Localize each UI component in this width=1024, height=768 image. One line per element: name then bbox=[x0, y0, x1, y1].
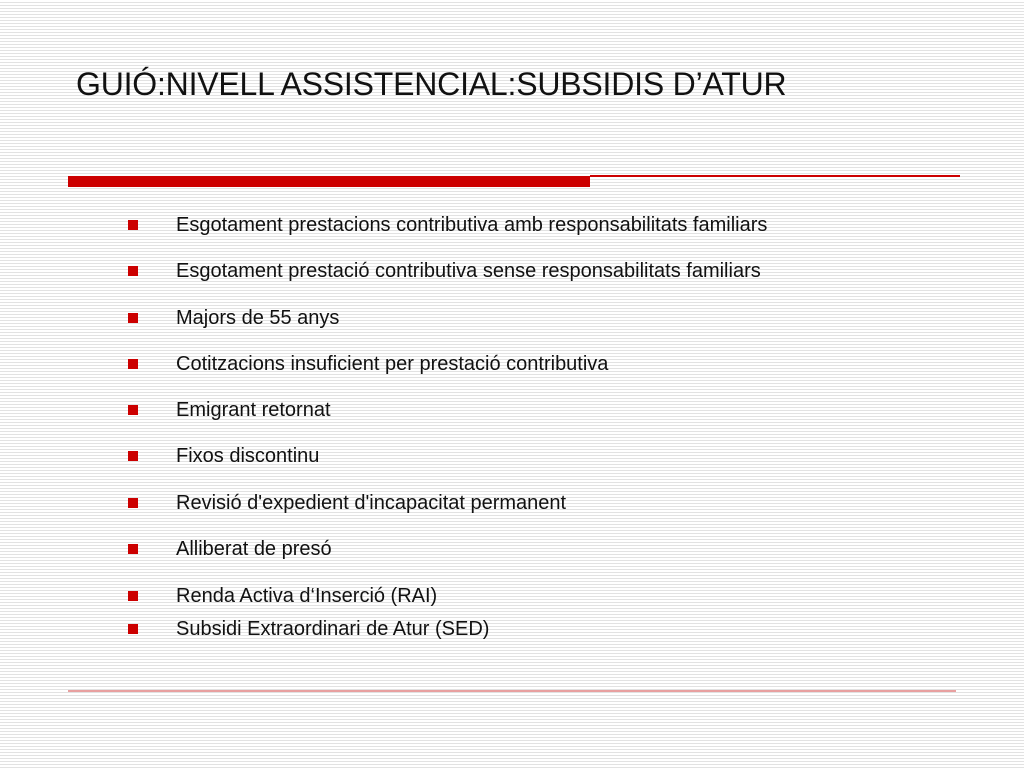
bullet-item bbox=[128, 212, 767, 238]
bullet-item bbox=[128, 351, 608, 377]
bullet-text: Alliberat de presó bbox=[176, 537, 332, 560]
bullet-text: Subsidi Extraordinari de Atur (SED) bbox=[176, 617, 490, 640]
red-square-bullet-icon bbox=[128, 498, 138, 508]
red-square-bullet-icon bbox=[128, 266, 138, 276]
bullet-text: Renda Activa d‘Inserció (RAI) bbox=[176, 584, 438, 607]
footer-divider bbox=[68, 690, 956, 692]
bullet-item bbox=[128, 616, 489, 642]
title-underline-thin bbox=[590, 175, 960, 177]
bullet-text: Esgotament prestació contributiva sense responsabilitats familiars bbox=[176, 259, 761, 282]
red-square-bullet-icon bbox=[128, 405, 138, 415]
red-square-bullet-icon bbox=[128, 451, 138, 461]
title-underline-thick bbox=[68, 176, 590, 187]
bullet-item bbox=[128, 443, 319, 469]
red-square-bullet-icon bbox=[128, 624, 138, 634]
red-square-bullet-icon bbox=[128, 591, 138, 601]
bullet-item bbox=[128, 397, 331, 423]
red-square-bullet-icon bbox=[128, 359, 138, 369]
bullet-text: Majors de 55 anys bbox=[176, 306, 340, 329]
bullet-text: Revisió d'expedient d'incapacitat permanent bbox=[176, 491, 567, 514]
bullet-item bbox=[128, 583, 437, 609]
bullet-item bbox=[128, 536, 332, 562]
slide-title: GUIÓ:NIVELL ASSISTENCIAL:SUBSIDIS D’ATUR bbox=[76, 66, 787, 102]
red-square-bullet-icon bbox=[128, 544, 138, 554]
bullet-text: Emigrant retornat bbox=[176, 398, 331, 421]
bullet-item bbox=[128, 305, 339, 331]
bullet-item bbox=[128, 490, 566, 516]
bullet-text: Esgotament prestacions contributiva amb responsabilitats familiars bbox=[176, 213, 768, 236]
red-square-bullet-icon bbox=[128, 220, 138, 230]
bullet-text: Cotitzacions insuficient per prestació contributiva bbox=[176, 352, 609, 375]
bullet-item bbox=[128, 258, 761, 284]
red-square-bullet-icon bbox=[128, 313, 138, 323]
bullet-text: Fixos discontinu bbox=[176, 444, 320, 467]
